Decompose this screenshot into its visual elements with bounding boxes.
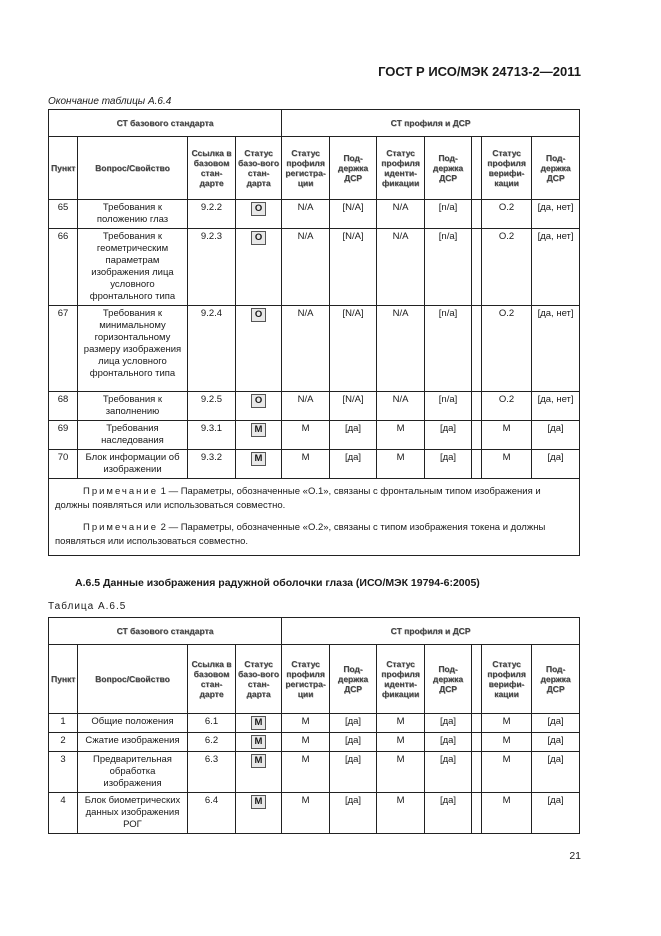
cell-ident-dsr: [да] [425,733,472,752]
notes-row [49,479,580,556]
cell-reg-dsr: [да] [330,733,377,752]
note-label: Примечание [83,486,158,497]
cell-verif-dsr: [да] [532,752,580,793]
group-header-profile: СТ профиля и ДСР [282,110,580,137]
cell-ident: N/A [377,229,425,306]
spacer-cell [472,306,482,392]
cell-verif: O.2 [482,200,532,229]
col-header: Пункт [49,137,78,200]
cell-reg-dsr: [да] [330,450,377,479]
cell-property: Требования к заполнению [78,392,188,421]
cell-verif: M [482,733,532,752]
cell-verif-dsr: [да] [532,733,580,752]
page-number: 21 [569,850,581,862]
cell-ident: M [377,733,425,752]
table-row [49,752,580,793]
cell-item: 65 [49,200,78,229]
cell-ref: 9.2.5 [188,392,236,421]
cell-ident: M [377,793,425,834]
cell-ident: N/A [377,200,425,229]
cell-reg-dsr: [да] [330,752,377,793]
spacer-col [472,645,482,714]
cell-property: Предварительная обработка изображения [78,752,188,793]
group-header-base: СТ базового стандарта [49,110,282,137]
cell-ref: 9.2.2 [188,200,236,229]
cell-reg: M [282,714,330,733]
cell-status [236,421,282,450]
cell-item: 1 [49,714,78,733]
cell-ident-dsr: [да] [425,450,472,479]
table-row [49,450,580,479]
cell-property: Требования к положению глаз [78,200,188,229]
cell-status [236,793,282,834]
cell-reg: M [282,733,330,752]
cell-item: 4 [49,793,78,834]
status-badge: О [251,202,266,216]
cell-property: Требования к минимальному горизонтальному размеру изображения лица условного фронтального типа [78,306,188,392]
table-row [49,421,580,450]
cell-ident-dsr: [да] [425,793,472,834]
cell-ident: M [377,752,425,793]
cell-status [236,714,282,733]
status-badge: М [251,795,267,809]
col-header: Вопрос/Свойство [78,645,188,714]
cell-ref: 9.2.3 [188,229,236,306]
cell-ident: M [377,421,425,450]
table-continuation-caption: Окончание таблицы А.6.4 [48,96,172,107]
col-header: Под-держка ДСР [330,645,377,714]
cell-ref: 9.2.4 [188,306,236,392]
cell-verif-dsr: [да] [532,714,580,733]
col-header: Статус профиля верифи-кации [482,645,532,714]
cell-verif: M [482,714,532,733]
cell-property: Требования наследования [78,421,188,450]
col-header: Под-держка ДСР [330,137,377,200]
cell-property: Блок биометрических данных изображения РОГ [78,793,188,834]
cell-ident: N/A [377,306,425,392]
cell-reg-dsr: [N/A] [330,229,377,306]
status-badge: О [251,394,266,408]
cell-status [236,450,282,479]
table-row [49,733,580,752]
table-a65 [48,617,580,834]
col-header: Статус профиля иденти-фикации [377,137,425,200]
cell-ident-dsr: [да] [425,421,472,450]
spacer-cell [472,714,482,733]
cell-status [236,733,282,752]
cell-verif: M [482,752,532,793]
cell-verif-dsr: [да, нет] [532,229,580,306]
status-badge: М [251,452,267,466]
table-row [49,200,580,229]
cell-ref: 6.1 [188,714,236,733]
spacer-cell [472,752,482,793]
spacer-cell [472,229,482,306]
cell-reg: M [282,793,330,834]
cell-verif: M [482,450,532,479]
cell-ident-dsr: [да] [425,714,472,733]
cell-ident-dsr: [n/a] [425,392,472,421]
cell-reg-dsr: [да] [330,793,377,834]
col-header: Под-держка ДСР [532,137,580,200]
col-header: Статус профиля регистра-ции [282,137,330,200]
note-1 [55,485,573,513]
cell-item: 66 [49,229,78,306]
cell-reg: M [282,421,330,450]
cell-verif-dsr: [да] [532,450,580,479]
cell-verif-dsr: [да] [532,421,580,450]
col-header: Под-держка ДСР [425,645,472,714]
cell-verif: M [482,793,532,834]
table-caption: Таблица А.6.5 [48,601,127,612]
cell-ident-dsr: [n/a] [425,229,472,306]
spacer-cell [472,392,482,421]
cell-verif: M [482,421,532,450]
cell-reg-dsr: [N/A] [330,392,377,421]
table-row [49,229,580,306]
cell-status [236,229,282,306]
table-row [49,714,580,733]
status-badge: М [251,735,267,749]
cell-item: 69 [49,421,78,450]
cell-reg: M [282,450,330,479]
table-a64 [48,109,580,556]
cell-property: Сжатие изображения [78,733,188,752]
col-header: Статус профиля верифи-кации [482,137,532,200]
cell-status [236,392,282,421]
spacer-cell [472,450,482,479]
col-header: Под-держка ДСР [532,645,580,714]
cell-property: Требования к геометрическим параметрам изображения лица условного фронтального типа [78,229,188,306]
cell-ref: 9.3.1 [188,421,236,450]
cell-verif: O.2 [482,229,532,306]
cell-verif-dsr: [да, нет] [532,306,580,392]
cell-status [236,752,282,793]
col-header: Статус профиля иденти-фикации [377,645,425,714]
cell-reg: N/A [282,229,330,306]
cell-ident-dsr: [n/a] [425,306,472,392]
cell-ident: N/A [377,392,425,421]
note-text: 1 — Параметры, обозначенные «О.1», связаны с фронтальным типом изображения и должны появляться или использоваться совместно. [55,486,541,511]
cell-property: Общие положения [78,714,188,733]
cell-reg: N/A [282,306,330,392]
cell-item: 68 [49,392,78,421]
cell-status [236,200,282,229]
cell-reg-dsr: [N/A] [330,306,377,392]
cell-property: Блок информации об изображении [78,450,188,479]
cell-verif-dsr: [да] [532,793,580,834]
cell-ref: 6.3 [188,752,236,793]
table-row [49,793,580,834]
table-row [49,306,580,392]
cell-reg-dsr: [N/A] [330,200,377,229]
cell-status [236,306,282,392]
group-header-base: СТ базового стандарта [49,618,282,645]
col-header: Ссылка в базовом стан-дарте [188,645,236,714]
cell-item: 67 [49,306,78,392]
cell-ref: 9.3.2 [188,450,236,479]
cell-ident: M [377,714,425,733]
col-header: Статус базо-вого стан-дарта [236,645,282,714]
cell-verif-dsr: [да, нет] [532,392,580,421]
table-row [49,392,580,421]
status-badge: О [251,308,266,322]
cell-reg-dsr: [да] [330,714,377,733]
spacer-col [472,137,482,200]
section-title: А.6.5 Данные изображения радужной оболочки глаза (ИСО/МЭК 19794-6:2005) [75,577,480,589]
cell-item: 3 [49,752,78,793]
col-header: Статус профиля регистра-ции [282,645,330,714]
cell-verif-dsr: [да, нет] [532,200,580,229]
cell-item: 2 [49,733,78,752]
cell-reg: M [282,752,330,793]
cell-ident-dsr: [да] [425,752,472,793]
cell-ident-dsr: [n/a] [425,200,472,229]
status-badge: М [251,716,267,730]
cell-item: 70 [49,450,78,479]
status-badge: М [251,754,267,768]
col-header: Пункт [49,645,78,714]
spacer-cell [472,421,482,450]
cell-ref: 6.4 [188,793,236,834]
status-badge: М [251,423,267,437]
spacer-cell [472,733,482,752]
cell-verif: O.2 [482,392,532,421]
col-header: Вопрос/Свойство [78,137,188,200]
cell-reg-dsr: [да] [330,421,377,450]
spacer-cell [472,793,482,834]
cell-verif: O.2 [482,306,532,392]
note-2 [55,521,573,549]
spacer-cell [472,200,482,229]
standard-code: ГОСТ Р ИСО/МЭК 24713-2—2011 [378,64,581,79]
note-label: Примечание [83,522,158,533]
group-header-profile: СТ профиля и ДСР [282,618,580,645]
note-text: 2 — Параметры, обозначенные «О.2», связаны с типом изображения токена и должны появляться или использоваться совместно. [55,522,546,547]
cell-ident: M [377,450,425,479]
col-header: Под-держка ДСР [425,137,472,200]
status-badge: О [251,231,266,245]
cell-reg: N/A [282,200,330,229]
notes-cell [49,479,580,556]
cell-ref: 6.2 [188,733,236,752]
col-header: Ссылка в базовом стан-дарте [188,137,236,200]
cell-reg: N/A [282,392,330,421]
col-header: Статус базо-вого стан-дарта [236,137,282,200]
